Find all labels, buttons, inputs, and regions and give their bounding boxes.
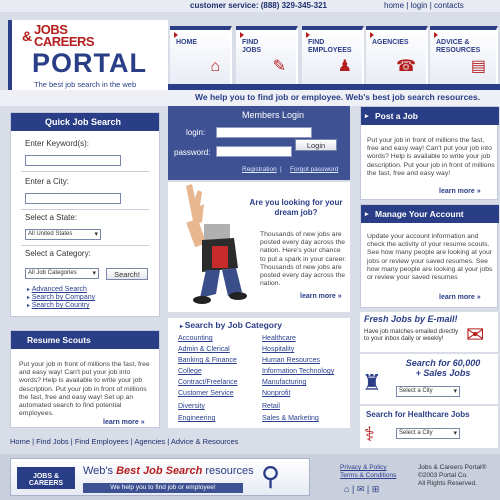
post-job-panel	[360, 106, 498, 200]
fresh-jobs-email-panel[interactable]	[360, 312, 498, 352]
category-link[interactable]: Manufacturing	[262, 379, 307, 386]
sales-jobs-panel	[360, 354, 498, 404]
fresh-jobs-title: Fresh Jobs by E-mail!	[364, 314, 458, 324]
manage-account-panel	[360, 204, 498, 308]
tools-icon: ✎	[272, 58, 286, 75]
job-category-panel	[168, 318, 350, 428]
footer-banner[interactable]	[10, 458, 310, 496]
category-link[interactable]: Human Resources	[262, 357, 320, 364]
category-link[interactable]: Contract/Freelance	[178, 379, 238, 386]
search-by-country-link[interactable]: ▸ Search by Country	[27, 302, 90, 309]
members-login-title: Members Login	[242, 110, 305, 120]
top-link-home[interactable]: home	[384, 1, 405, 10]
divider	[21, 245, 149, 246]
login-input[interactable]	[216, 127, 312, 138]
logo-tagline: The best job search in the web	[34, 80, 137, 89]
bottom-link-agencies[interactable]: Agencies	[134, 437, 166, 446]
category-link[interactable]: Accounting	[178, 335, 213, 342]
bottom-link-home[interactable]: Home	[10, 437, 31, 446]
search-button[interactable]: Search!	[106, 268, 148, 280]
customer-service-text: customer service: (888) 329-345-321	[190, 1, 327, 10]
email-icon[interactable]: ✉	[356, 484, 365, 494]
resume-scouts-learn-more[interactable]: learn more »	[103, 419, 145, 426]
category-link[interactable]: Information Technology	[262, 368, 335, 375]
footer-links	[340, 464, 396, 480]
top-link-contacts[interactable]: contacts	[434, 1, 464, 10]
quick-job-search-panel	[10, 112, 160, 317]
post-job-title: ▸ Post a Job	[361, 107, 499, 125]
terms-link[interactable]: Terms & Conditions	[340, 472, 397, 479]
logo-portal-word: PORTAL	[32, 48, 147, 78]
sales-city-select[interactable]: Select a City ▾	[396, 386, 460, 397]
search-by-company-link[interactable]: ▸ Search by Company	[27, 294, 96, 301]
dream-job-panel	[168, 182, 350, 312]
password-label: password:	[174, 148, 211, 157]
dream-job-text: Thousands of new jobs are posted every day across the nation. Here's your chance to put a spark in your career. Thousands of new jobs are posted every day across the nation.	[260, 231, 347, 288]
house-icon: ⌂	[210, 58, 220, 75]
banner-subline: We help you to find job or employee!	[83, 483, 243, 493]
bottom-link-find-employees[interactable]: Find Employees	[74, 437, 129, 446]
category-link[interactable]: Customer Service	[178, 390, 234, 397]
category-link[interactable]: Retail	[262, 403, 280, 410]
divider	[21, 171, 149, 172]
keyword-label: Enter Keyword(s):	[25, 139, 90, 148]
caduceus-icon: ⚕	[364, 424, 375, 446]
category-link[interactable]: College	[178, 368, 202, 375]
members-login-panel: Members Login login: password: Login Registration | Forgot password	[168, 106, 350, 180]
quick-search-title: Quick Job Search	[11, 113, 159, 131]
copyright: Jobs & Careers Portal® ©2003 Portal Co. All Rights Reserved.	[418, 464, 487, 487]
forgot-password-link[interactable]: Forgot password	[290, 166, 339, 173]
dream-job-question: Are you looking for your dream job?	[249, 198, 343, 217]
state-label: Select a State:	[25, 213, 78, 222]
category-link[interactable]: Sales & Marketing	[262, 415, 319, 422]
top-links: home | login | contacts	[384, 1, 464, 10]
magnifier-icon: ⚲	[261, 461, 281, 491]
businessman-icon: ♜	[362, 370, 382, 395]
phone-icon: ☎	[396, 58, 416, 75]
login-button[interactable]: Login	[295, 139, 337, 151]
category-link[interactable]: Banking & Finance	[178, 357, 237, 364]
slogan-text: We help you to find job or employee. Web's best job search resources.	[195, 92, 481, 102]
resume-scouts-text: Put your job in front of millions the fast, free and easy way! Can't put your job into words? Help is available to write your job description. Put your job in front of millions the fast, free and easy way! Set up an automated search to find potential employees.	[19, 361, 150, 418]
advanced-search-link[interactable]: ▸ Advanced Search	[27, 286, 87, 293]
tab-find-jobs[interactable]: FIND JOBS ✎	[236, 26, 298, 84]
footer-icons: ⌂ | ✉ | ⊞	[344, 484, 380, 494]
manage-account-learn-more[interactable]: learn more »	[439, 294, 481, 301]
state-select[interactable]: All United States ▾	[25, 229, 101, 240]
banner-logo: JOBS & CAREERS	[17, 467, 75, 489]
top-link-login[interactable]: login	[410, 1, 428, 10]
resume-scouts-title: Resume Scouts	[11, 331, 159, 349]
banner-headline: Web's Best Job Search resources	[83, 465, 254, 477]
category-link[interactable]: Nonprofit	[262, 390, 291, 397]
logo-jobs-careers: JOBS CAREERS	[34, 22, 95, 49]
manage-account-title: ▸ Manage Your Account	[361, 205, 499, 223]
manage-account-text: Update your account information and check the activity of your resume scouts. See how many people are looking at your jobs or review your saved resumes. See how many people are looking at your jobs or review your saved resumes	[367, 233, 493, 282]
tab-advice-resources[interactable]: ADVICE & RESOURCES ▤	[430, 26, 498, 84]
password-input[interactable]	[216, 146, 292, 157]
tab-home[interactable]: HOME ⌂	[170, 26, 232, 84]
site-logo[interactable]	[8, 20, 168, 94]
category-link[interactable]: Diversity	[178, 403, 205, 410]
healthcare-city-select[interactable]: Select a City ▾	[396, 428, 460, 439]
dream-learn-more[interactable]: learn more »	[300, 293, 342, 300]
category-select[interactable]: All Job Categories ▾	[25, 268, 99, 279]
category-link[interactable]: Admin & Clerical	[178, 346, 230, 353]
city-input[interactable]	[25, 193, 121, 204]
sitemap-icon[interactable]: ⊞	[371, 484, 380, 494]
person-icon: ♟	[337, 58, 352, 75]
category-link[interactable]: Hospitality	[262, 346, 295, 353]
category-link[interactable]: Healthcare	[262, 335, 296, 342]
category-link[interactable]: Engineering	[178, 415, 216, 422]
job-category-title: ▸ Search by Job Category	[180, 320, 282, 330]
login-label: login:	[186, 128, 206, 137]
bottom-nav: Home | Find Jobs | Find Employees | Agencies | Advice & Resources	[10, 437, 239, 446]
home-icon[interactable]: ⌂	[344, 484, 350, 494]
divider	[21, 209, 149, 210]
sales-jobs-title: Search for 60,000 + Sales Jobs	[405, 358, 481, 378]
registration-link[interactable]: Registration	[242, 166, 277, 173]
resume-scouts-panel	[10, 330, 160, 428]
tab-agencies[interactable]: AGENCIES ☎	[366, 26, 428, 84]
healthcare-title: Search for Healthcare Jobs	[366, 410, 470, 419]
category-label: Select a Category:	[25, 249, 91, 258]
post-job-learn-more[interactable]: learn more »	[439, 188, 481, 195]
healthcare-jobs-panel	[360, 406, 498, 448]
post-job-text: Put your job in front of millions the fast, free and easy way! Can't put your job into words? Help is available to write your job description. Put your job in front of millions the fast, free and easy way!	[367, 137, 495, 177]
book-icon: ▤	[470, 58, 486, 75]
bottom-link-advice[interactable]: Advice & Resources	[170, 437, 239, 446]
bottom-link-find-jobs[interactable]: Find Jobs	[36, 437, 69, 446]
privacy-link[interactable]: Privacy & Policy	[340, 464, 387, 471]
mail-icon: ✉	[466, 322, 485, 347]
logo-ampersand: &	[22, 28, 33, 44]
city-label: Enter a City:	[25, 177, 70, 186]
keyword-input[interactable]	[25, 155, 121, 166]
fresh-jobs-text: Have job matches emailed directly to your inbox daily or weekly!	[364, 328, 459, 343]
tab-find-employees[interactable]: FIND EMPLOYEES ♟	[302, 26, 364, 84]
